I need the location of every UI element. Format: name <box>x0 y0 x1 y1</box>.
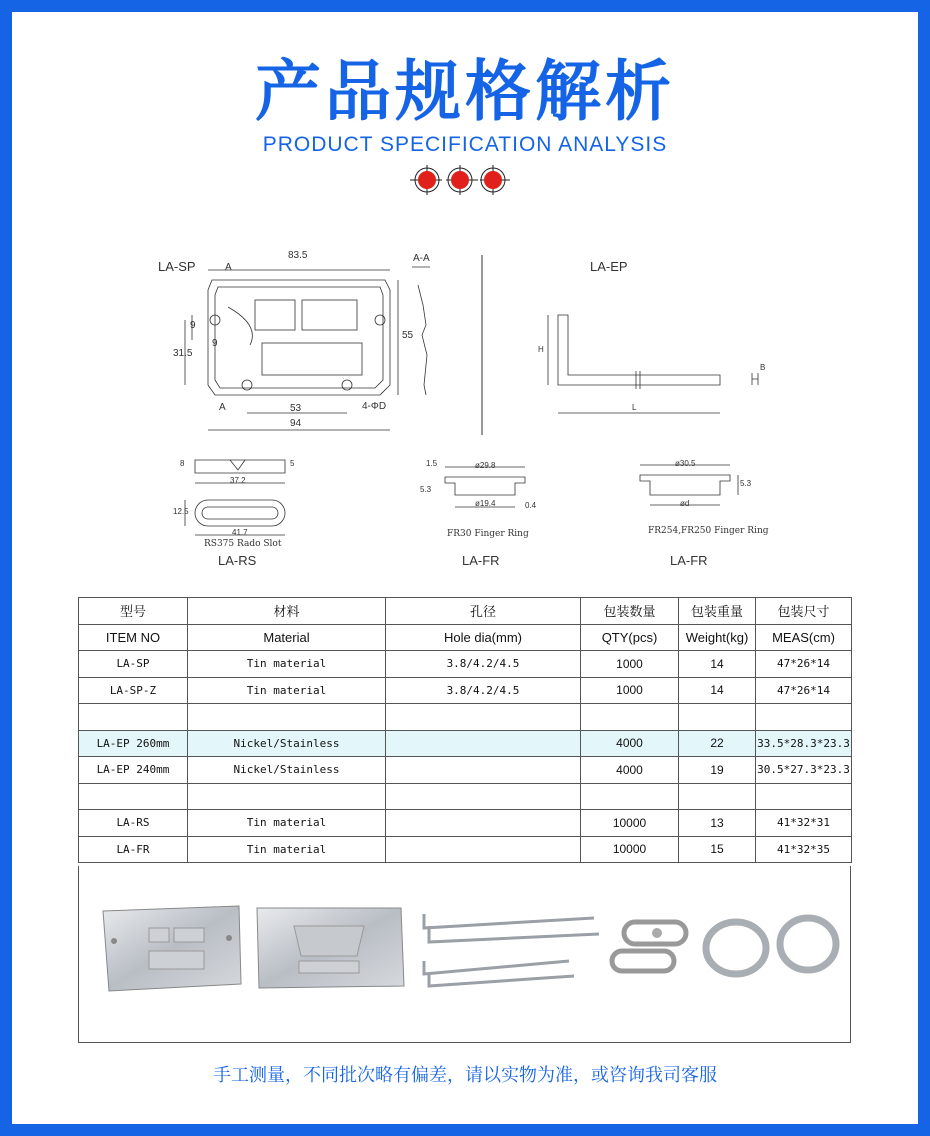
dim-inner: 53 <box>290 403 302 414</box>
dim-fr1-53: 5.3 <box>420 485 432 494</box>
table-row <box>79 677 852 704</box>
la-ep-drawing <box>548 315 758 413</box>
hole-note: 4-ΦD <box>362 401 387 412</box>
table-cell: 14 <box>679 651 756 678</box>
table-cell: 41*32*35 <box>756 836 852 863</box>
table-header-cn <box>79 598 852 625</box>
table-header-cell: Material <box>188 624 386 651</box>
dim-fr1-top: ø29.8 <box>475 461 496 470</box>
page-subtitle: PRODUCT SPECIFICATION ANALYSIS <box>262 133 668 156</box>
table-cell: 3.8/4.2/4.5 <box>386 677 581 704</box>
table-header-en <box>79 624 852 651</box>
dim-mark-a-bottom: A <box>219 402 226 413</box>
table-cell <box>679 704 756 731</box>
table-cell: Nickel/Stainless <box>188 730 386 757</box>
table-cell: 1000 <box>581 677 679 704</box>
table-cell: 10000 <box>581 836 679 863</box>
table-cell: 14 <box>679 677 756 704</box>
dim-h: H <box>538 345 544 354</box>
table-cell <box>188 704 386 731</box>
table-cell: 4000 <box>581 757 679 784</box>
table-cell: 1000 <box>581 651 679 678</box>
spec-table <box>78 597 852 863</box>
dim-fr2-53: 5.3 <box>740 479 752 488</box>
plate-sp-z-image <box>257 908 404 988</box>
table-cell: 10000 <box>581 810 679 837</box>
table-cell: Tin material <box>188 651 386 678</box>
table-row-highlighted <box>79 730 852 757</box>
dim-overall: 94 <box>290 418 302 429</box>
rod-ep-image <box>424 914 599 986</box>
table-cell <box>188 783 386 810</box>
table-header-cell: 型号 <box>79 598 188 625</box>
table-row <box>79 810 852 837</box>
table-cell <box>386 836 581 863</box>
table-cell: 13 <box>679 810 756 837</box>
table-header-cell: 材料 <box>188 598 386 625</box>
table-cell <box>79 783 188 810</box>
plate-sp-image <box>103 906 241 991</box>
table-cell <box>386 783 581 810</box>
dot-icon <box>480 165 510 195</box>
dim-b: B <box>760 363 766 372</box>
table-cell <box>756 704 852 731</box>
dim-rs-372: 37.2 <box>230 476 246 485</box>
table-cell: Tin material <box>188 836 386 863</box>
rs-caption: RS375 Rado Slot <box>204 539 282 549</box>
table-row <box>79 836 852 863</box>
dim-fr1-15: 1.5 <box>426 459 438 468</box>
radio-slot-image <box>612 922 686 971</box>
table-header-cell: 孔径 <box>386 598 581 625</box>
table-cell: LA-EP 260mm <box>79 730 188 757</box>
dim-fr1-04: 0.4 <box>525 501 537 510</box>
la-rs-drawing <box>185 460 285 535</box>
table-row <box>79 704 852 731</box>
dim-9b: 9 <box>212 338 218 349</box>
dot-icon <box>410 165 442 195</box>
dim-fr2-top: ø30.5 <box>675 459 696 468</box>
section-label: A-A <box>413 253 430 264</box>
footer-note: 手工测量，不同批次略有偏差，请以实物为准，或咨询我司客服 <box>213 1065 717 1086</box>
table-cell: 33.5*28.3*23.3 <box>756 730 852 757</box>
la-fr-label-2: LA-FR <box>670 553 708 568</box>
table-cell: 47*26*14 <box>756 677 852 704</box>
table-cell <box>756 783 852 810</box>
table-header-cell: 包装重量 <box>679 598 756 625</box>
table-header-cell: Weight(kg) <box>679 624 756 651</box>
table-header-cell: Hole dia(mm) <box>386 624 581 651</box>
table-cell: LA-SP-Z <box>79 677 188 704</box>
product-photo-strip <box>78 866 851 1043</box>
table-row <box>79 783 852 810</box>
table-cell: 41*32*31 <box>756 810 852 837</box>
table-header-cell: 包装数量 <box>581 598 679 625</box>
table-cell <box>386 810 581 837</box>
dot-icon <box>446 165 478 195</box>
table-cell: 4000 <box>581 730 679 757</box>
finger-ring-image <box>706 918 836 974</box>
technical-drawings <box>140 245 800 575</box>
dim-rs-8: 8 <box>180 459 185 468</box>
la-ep-label: LA-EP <box>590 259 628 274</box>
table-cell: 30.5*27.3*23.3 <box>756 757 852 784</box>
dim-9a: 9 <box>190 320 196 331</box>
table-cell: Tin material <box>188 810 386 837</box>
table-cell: 19 <box>679 757 756 784</box>
table-row <box>79 757 852 784</box>
decorative-dots <box>410 165 520 195</box>
table-cell: 15 <box>679 836 756 863</box>
table-cell <box>386 704 581 731</box>
dim-rs-417: 41.7 <box>232 528 248 537</box>
table-cell: LA-EP 240mm <box>79 757 188 784</box>
table-cell: 47*26*14 <box>756 651 852 678</box>
table-cell: 22 <box>679 730 756 757</box>
dim-width: 83.5 <box>288 250 308 261</box>
table-header-cell: 包装尺寸 <box>756 598 852 625</box>
table-cell: LA-FR <box>79 836 188 863</box>
table-cell: Tin material <box>188 677 386 704</box>
product-photo <box>79 866 850 1041</box>
table-cell: Nickel/Stainless <box>188 757 386 784</box>
table-cell: LA-SP <box>79 651 188 678</box>
dim-left: 31.5 <box>173 348 193 359</box>
la-fr-label-1: LA-FR <box>462 553 500 568</box>
dim-mark-a: A <box>225 262 232 273</box>
table-cell <box>679 783 756 810</box>
dim-rs-5: 5 <box>290 459 295 468</box>
table-row <box>79 651 852 678</box>
dim-height: 55 <box>402 330 414 341</box>
fr1-caption: FR30 Finger Ring <box>447 529 529 539</box>
table-header-cell: ITEM NO <box>79 624 188 651</box>
dim-rs-125: 12.5 <box>173 507 189 516</box>
la-rs-label: LA-RS <box>218 553 257 568</box>
table-header-cell: MEAS(cm) <box>756 624 852 651</box>
la-sp-label: LA-SP <box>158 259 196 274</box>
table-cell <box>386 730 581 757</box>
page-title: 产品规格解析 <box>255 53 675 130</box>
table-cell <box>79 704 188 731</box>
table-cell <box>386 757 581 784</box>
table-cell <box>581 783 679 810</box>
table-cell <box>581 704 679 731</box>
dim-fr2-bot: ød <box>680 499 690 508</box>
fr2-caption: FR254,FR250 Finger Ring <box>648 526 769 536</box>
table-cell: LA-RS <box>79 810 188 837</box>
table-cell: 3.8/4.2/4.5 <box>386 651 581 678</box>
table-header-cell: QTY(pcs) <box>581 624 679 651</box>
dim-l: L <box>632 403 637 412</box>
dim-fr1-bot: ø19.4 <box>475 499 496 508</box>
